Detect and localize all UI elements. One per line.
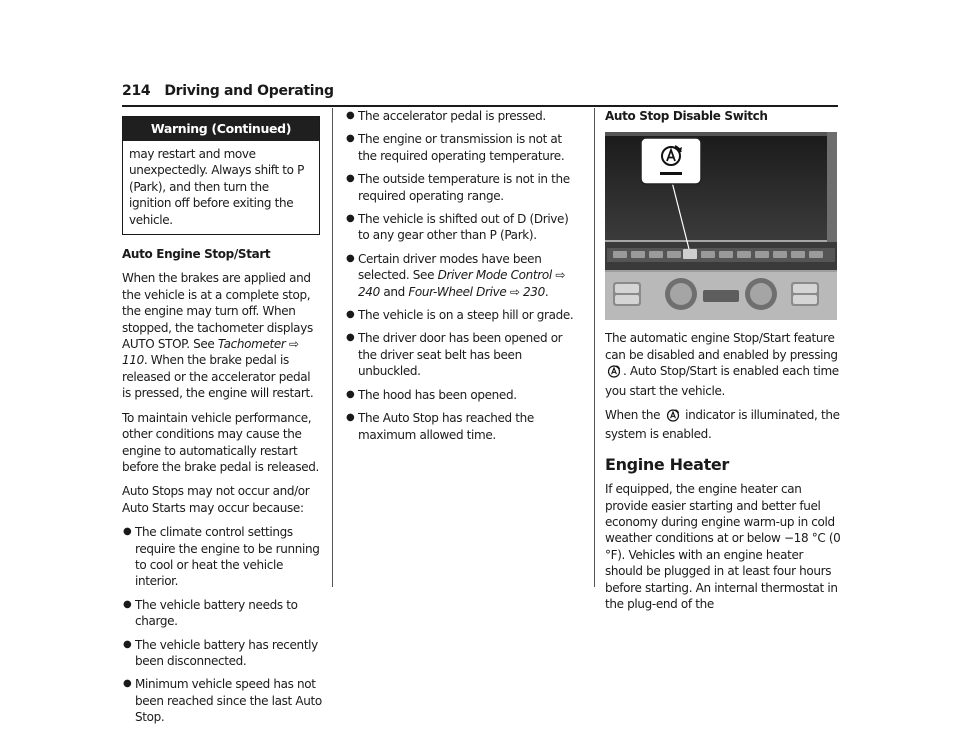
bullet-list-1: [122, 524, 322, 725]
ref-arrow-icon: ⇨: [555, 268, 566, 283]
tachometer-link[interactable]: Tachometer: [217, 337, 286, 352]
list-item: [345, 108, 577, 124]
list-item: [345, 410, 577, 443]
driver-mode-control-link[interactable]: Driver Mode Control: [437, 268, 552, 283]
list-item-text: The engine or transmission is not at the required operating temperature.: [358, 132, 565, 163]
list-item: [122, 637, 322, 670]
paragraph-disable: [605, 330, 841, 399]
paragraph-1: [122, 270, 322, 401]
paragraph-disable-text-b: . Auto Stop/Start is enabled each time you start the vehicle.: [605, 364, 839, 398]
warning-box: [122, 116, 320, 235]
auto-stop-indicator-icon: [666, 408, 680, 426]
driver-mode-page-ref[interactable]: 240: [358, 284, 380, 299]
highlighted-switch: [683, 249, 697, 259]
ref-arrow-icon: ⇨: [509, 284, 520, 299]
list-item-text: Minimum vehicle speed has not been reached since the last Auto Stop.: [135, 677, 322, 725]
list-item-text: The vehicle is shifted out of D (Drive) to any gear other than P (Park).: [358, 212, 569, 243]
page-header: [122, 83, 838, 99]
paragraph-1-text-b: . When the brake pedal is released or the accelerator pedal is pressed, the engine will restart.: [122, 353, 314, 401]
section-title: Driving and Operating: [164, 83, 334, 99]
bullet-icon: ●: [123, 638, 132, 650]
paragraph-indicator-text-a: When the: [605, 408, 664, 423]
bullet-icon: ●: [123, 598, 132, 610]
page-number: 214: [122, 83, 151, 99]
list-item-text: and: [379, 284, 409, 299]
header-rule: [122, 105, 838, 107]
bullet-icon: ●: [346, 252, 355, 264]
paragraph-2: To maintain vehicle performance, other conditions may cause the engine to automatically restart before the brake pedal is released.: [122, 410, 320, 474]
list-item-text: The outside temperature is not in the required operating range.: [358, 172, 570, 203]
bullet-icon: ●: [346, 133, 355, 145]
list-item-text: The climate control settings require the engine to be running to cool or heat the vehicle interior.: [135, 525, 320, 589]
tachometer-page-ref[interactable]: 110: [122, 353, 144, 368]
auto-stop-a-icon: [607, 364, 621, 382]
figure-heading: Auto Stop Disable Switch: [605, 109, 768, 123]
four-wheel-drive-link[interactable]: Four-Wheel Drive: [408, 284, 507, 299]
list-item: [345, 387, 577, 403]
ref-arrow-icon: ⇨: [288, 337, 299, 352]
list-item-text: .: [544, 284, 549, 299]
bullet-icon: ●: [346, 110, 355, 121]
list-item-text: The vehicle battery needs to charge.: [135, 597, 298, 629]
list-item-text: Certain driver modes have been selected. See: [358, 251, 542, 283]
paragraph-3: Auto Stops may not occur and/or Auto Starts may occur because:: [122, 484, 310, 515]
four-wheel-drive-page-ref[interactable]: 230: [523, 284, 545, 299]
bullet-icon: ●: [346, 332, 355, 344]
paragraph-disable-text-a: The automatic engine Stop/Start feature can be disabled and enabled by pressing: [605, 331, 838, 362]
warning-body: may restart and move unexpectedly. Always shift to P (Park), and then turn the ignition off before exiting the vehicle.: [129, 147, 304, 227]
bullet-icon: ●: [123, 526, 132, 538]
column-divider-1: [332, 108, 333, 587]
bullet-icon: ●: [346, 388, 355, 400]
list-item-text: The Auto Stop has reached the maximum allowed time.: [358, 411, 534, 442]
column-3: [605, 108, 841, 621]
list-item: [345, 131, 577, 164]
list-item: [345, 211, 577, 244]
list-item: [345, 251, 577, 300]
list-item-text: The accelerator pedal is pressed.: [358, 109, 546, 123]
bullet-icon: ●: [346, 173, 355, 185]
paragraph-indicator: [605, 407, 841, 443]
list-item-text: The vehicle is on a steep hill or grade.: [358, 308, 574, 323]
paragraph-indicator-text-b: indicator is illuminated, the system is enabled.: [605, 408, 840, 442]
column-divider-2: [594, 108, 595, 587]
bullet-list-2: [345, 108, 577, 443]
header-text: [122, 83, 838, 99]
list-item-text: The vehicle battery has recently been disconnected.: [135, 637, 318, 668]
dashboard-illustration: [605, 132, 837, 320]
paragraph-1-text-a: When the brakes are applied and the vehicle is at a complete stop, the engine may turn off. When stopped, the tachometer displays AUTO STOP. See: [122, 271, 313, 352]
auto-stop-heading: Auto Engine Stop/Start: [122, 247, 271, 262]
list-item: [122, 676, 322, 725]
engine-heater-heading: Engine Heater: [605, 454, 729, 474]
list-item: [122, 597, 322, 630]
list-item-text: The driver door has been opened or the driver seat belt has been unbuckled.: [358, 331, 563, 379]
auto-stop-switch-figure: [605, 132, 837, 320]
bullet-icon: ●: [346, 412, 355, 424]
bullet-icon: ●: [346, 213, 355, 225]
warning-title: Warning (Continued): [123, 117, 319, 141]
list-item: [345, 307, 577, 323]
bullet-icon: ●: [123, 678, 132, 690]
list-item-text: The hood has been opened.: [358, 387, 517, 402]
list-item: [345, 171, 577, 204]
column-2: [345, 108, 577, 450]
column-1: [122, 116, 322, 733]
list-item: [122, 524, 322, 590]
paragraph-engine-heater: If equipped, the engine heater can provide easier starting and better fuel economy during engine warm-up in cold weather conditions at or below −18 °C (0 °F). Vehicles with an engine heater should be plugged in at least four hours before starting. An internal thermostat in the plug-end of the: [605, 482, 841, 612]
list-item: [345, 330, 577, 379]
bullet-icon: ●: [346, 309, 355, 321]
